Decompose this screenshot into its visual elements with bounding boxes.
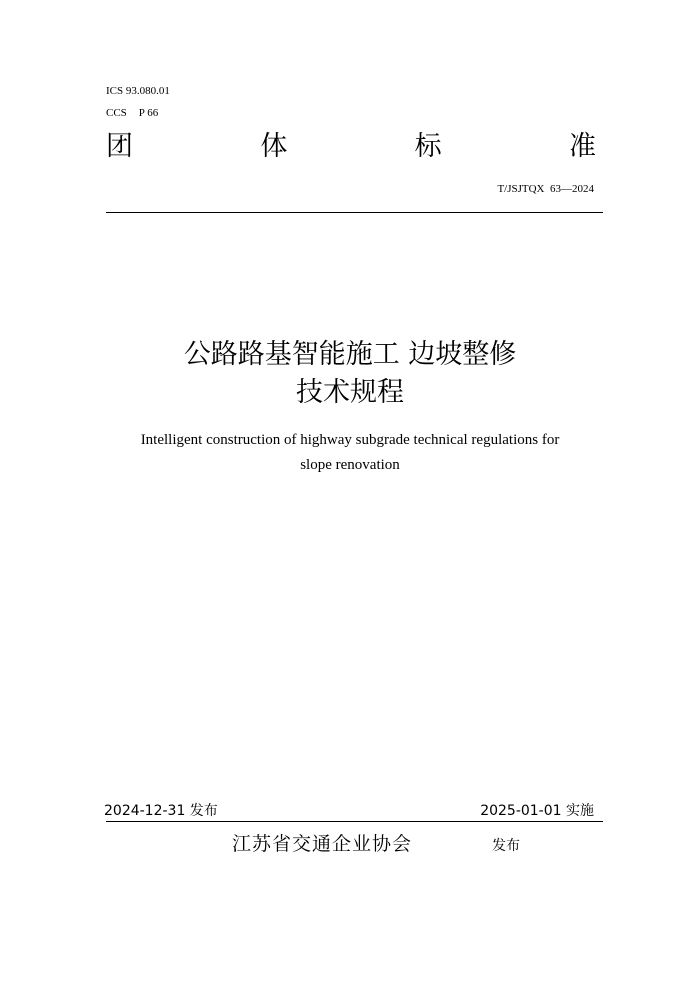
top-divider [106,212,603,213]
ccs-code [106,107,158,119]
bottom-divider [106,821,603,822]
standard-type-heading [106,130,596,164]
title-line-2: 技术规程 [296,377,404,408]
ics-code: ICS 93.080.01 [106,85,170,97]
english-title-line-2: slope renovation [300,457,400,473]
issuer-name: 江苏省交通企业协会 [232,833,413,855]
document-title [0,336,700,412]
ccs-prefix: CCS [106,107,127,119]
english-title-line-1: Intelligent construction of highway subgrade technical regulations for [140,432,560,448]
standard-type-char: 团 [106,131,133,162]
issuer-action: 发布 [492,838,520,854]
standard-type-char: 体 [260,131,288,162]
date-row [104,802,594,822]
title-line-1: 公路路基智能施工 边坡整修 [183,339,517,370]
effective-date: 2025-01-01 实施 [480,803,594,819]
publish-date: 2024-12-31 发布 [104,803,218,819]
standard-type-char: 准 [568,131,596,162]
standard-code: T/JSJTQX 63—2024 [497,183,594,195]
ccs-value: P 66 [138,107,159,119]
english-title [100,428,600,478]
standard-type-char: 标 [414,131,442,162]
